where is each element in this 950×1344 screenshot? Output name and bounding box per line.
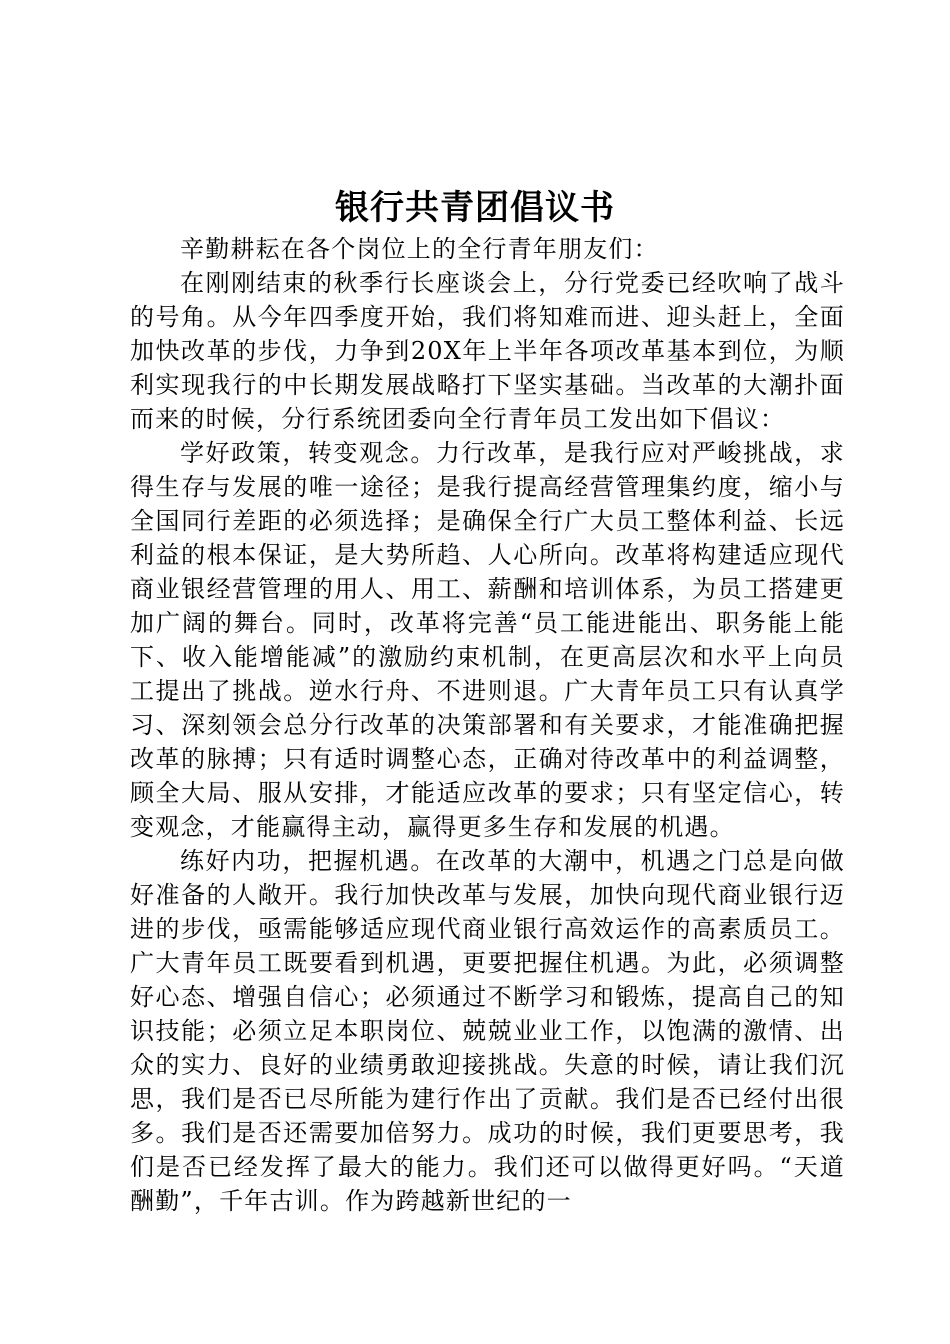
document-title: 银行共青团倡议书 (335, 188, 615, 228)
policy-paragraph: 学好政策，转变观念。力行改革，是我行应对严峻挑战，求得生存与发展的唯一途径；是我行提高经营管理集约度，缩小与全国同行差距的必须选择；是确保全行广大员工整体利益、长远利益的根本保证，是大势所趋、人心所向。改革将构建适应现代商业银经营管理的用人、用工、薪酬和培训体系，为员工搭建更加广阔的舞台。同时，改革将完善“员工能进能出、职务能上能下、收入能增能减”的激励约束机制，在更高层次和水平上向员工提出了挑战。逆水行舟、不进则退。广大青年员工只有认真学习、深刻领会总分行改革的决策部署和有关要求，才能准确把握改革的脉搏；只有适时调整心态，正确对待改革中的利益调整，顾全大局、服从安排，才能适应改革的要求；只有坚定信心，转变观念，才能赢得主动，赢得更多生存和发展的机遇。 (130, 439, 845, 841)
salutation-paragraph: 辛勤耕耘在各个岗位上的全行青年朋友们： (180, 235, 659, 263)
opportunity-paragraph: 练好内功，把握机遇。在改革的大潮中，机遇之门总是向做好准备的人敞开。我行加快改革与发展，加快向现代商业银行迈进的步伐，亟需能够适应现代商业银行高效运作的高素质员工。广大青年员工既要看到机遇，更要把握住机遇。为此，必须调整好心态、增强自信心；必须通过不断学习和锻炼，提高自己的知识技能；必须立足本职岗位、兢兢业业工作，以饱满的激情、出众的实力、良好的业绩勇敢迎接挑战。失意的时候，请让我们沉思，我们是否已尽所能为建行作出了贡献。我们是否已经付出很多。我们是否还需要加倍努力。成功的时候，我们更要思考，我们是否已经发挥了最大的能力。我们还可以做得更好吗。“天道酬勤”，千年古训。作为跨越新世纪的一 (130, 847, 845, 1215)
document-body (130, 232, 845, 1218)
intro-paragraph: 在刚刚结束的秋季行长座谈会上，分行党委已经吹响了战斗的号角。从今年四季度开始，我们将知难而进、迎头赶上，全面加快改革的步伐，力争到20X年上半年各项改革基本到位，为顺利实现我行的中长期发展战略打下坚实基础。当改革的大潮扑面而来的时候，分行系统团委向全行青年员工发出如下倡议： (130, 269, 845, 433)
